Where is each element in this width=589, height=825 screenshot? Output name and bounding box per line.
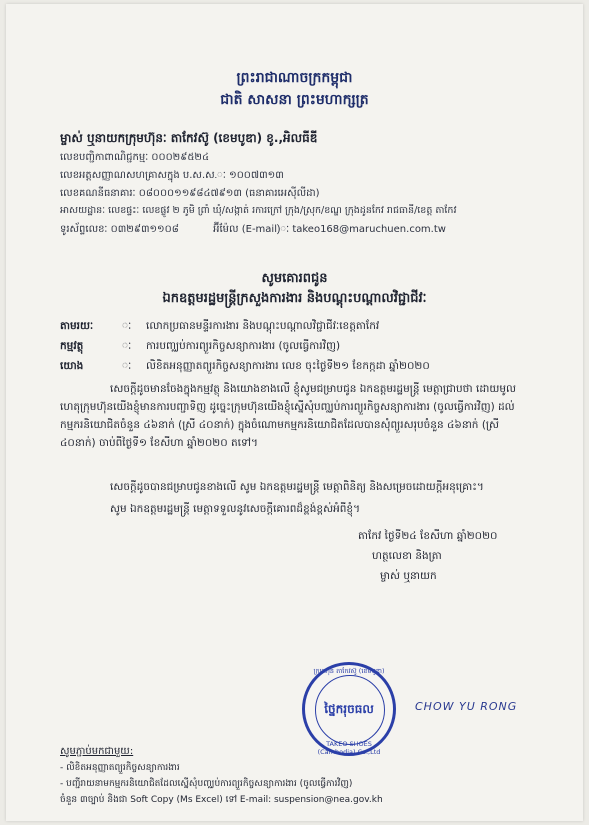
ref-subject-text: ការបញ្ឈប់ការព្យួរកិច្ចសន្យាការងារ (ចូលធ្វើការវិញ) — [146, 340, 341, 352]
ref-reference-label: យោង — [60, 360, 84, 372]
signature-title-1: ហត្ថលេខា និងត្រា — [372, 550, 442, 562]
sender-nssf-number: លេខអត្តសញ្ញាណសហគ្រាសក្នុង ប.ស.ស.ៈ ១០០៧៣១៣ — [60, 170, 284, 181]
attachments-title: សូមភ្ជាប់មកជាមួយ: — [60, 746, 134, 757]
ref-subject: កម្មវត្ថុ ៈ ការបញ្ឈប់ការព្យួរកិច្ចសន្យាការងារ (ចូលធ្វើការវិញ) — [60, 340, 340, 355]
company-stamp — [302, 662, 396, 756]
stamp-center-text: ថ្នៃករុចធល — [324, 702, 374, 716]
sender-address: អាសយដ្ឋានៈ លេខផ្ទះៈ លេខផ្លូវ ២ ភូមិ ព្រាំ ឃុំ/សង្កាត់ រការក្រៅ ក្រុង/ស្រុក/ខណ្ឌ ក្រុងដូនកែវ រាជធានី/ខេត្ត តាកែវ — [60, 205, 457, 216]
sender-bank-account: លេខគណនីធនាគារៈ ០៨០០០១១៩៨៤៧៩១៣ (ធនាគារអេស៊ីលីដា) — [60, 188, 320, 199]
ref-via-text: លោកប្រធានមន្ទីរការងារ និងបណ្តុះបណ្តាលវិជ្ជាជីវៈខេត្តតាកែវ — [146, 320, 380, 332]
ref-reference: យោង ៈ លិខិតអនុញ្ញាតព្យួរកិច្ចសន្យាការងារ លេខ ចុះថ្ងៃទី២១ ខែកក្កដា ឆ្នាំ២០២០ — [60, 360, 430, 375]
sender-phone: ទូរស័ព្ទលេខៈ ០៣២៩៣១១០៨ — [60, 224, 179, 235]
ref-via-label: តាមរយៈ — [60, 320, 94, 332]
stamp-bottom-text: TAKEO SHOES (Cambodia) Co.,Ltd — [317, 740, 381, 756]
body-paragraph-1: សេចក្តីដូចមានចែងក្នុងកម្មវត្ថុ និងយោងខាងលើ ខ្ញុំសូមជម្រាបជូន ឯកឧត្តមរដ្ឋមន្ត្រី មេត្តាជ្រាបថា ដោយមូលហេតុក្រុមហ៊ុនយើងខ្ញុំមានការបញ្ជាទិញ ដូច្នេះក្រុមហ៊ុនយើងខ្ញុំស្នើសុំបញ្ឈប់ការព្យួរកិច្ចសន្យាការងារ (ចូលធ្វើការវិញ) ដល់កម្មករនិយោជិតចំនួន ៤៦នាក់ (ស្រី ៤០នាក់) ក្នុងចំណោមកម្មករនិយោជិតដែលបានសុំព្យួរសរុបចំនួន ៤៦នាក់ (ស្រី ៤០នាក់) ចាប់ពីថ្ងៃទី១ ខែសីហា ឆ្នាំ២០២០ តទៅ។ — [60, 383, 516, 449]
attachment-item-1: - លិខិតអនុញ្ញាតព្យួរកិច្ចសន្យាការងារ — [60, 763, 180, 773]
sender-company-name: ម្ចាស់ ឬនាយកក្រុមហ៊ុនៈ តាកែវស៊ូ (ខេមបូឌា) ខូ.,អិលធីឌី — [60, 131, 318, 145]
sender-registration: លេខបញ្ជិកាពាណិជ្ជកម្មៈ ០០០២៩៥២៤ — [60, 152, 210, 163]
body-paragraph-2: សេចក្តីដូចបានជម្រាបជូនខាងលើ សូម ឯកឧត្តមរដ្ឋមន្ត្រី មេត្តាពិនិត្យ និងសម្រេចដោយក្តីអនុគ្រោះ។ — [110, 481, 484, 493]
attachment-item-2: - បញ្ជីរាយនាមកម្មករនិយោជិតដែលស្នើសុំបញ្ឈប់ការព្យួរកិច្ចសន្យាការងារ (ចូលធ្វើការវិញ) — [60, 779, 353, 789]
attachment-item-3: ចំនួន ៣ច្បាប់ និងជា Soft Copy (Ms Excel) ទៅ E-mail: suspension@nea.gov.kh — [60, 795, 383, 805]
recipient-title: ឯកឧត្តមរដ្ឋមន្ត្រីក្រសួងការងារ និងបណ្តុះបណ្តាលវិជ្ជាជីវៈ — [162, 291, 427, 306]
sender-email-label: អ៊ីម៉ែល (E-mail)ៈ — [213, 224, 290, 235]
body-paragraph-3: សូម ឯកឧត្តមរដ្ឋមន្ត្រី មេត្តាទទួលនូវសេចក្តីគោរពដ៏ខ្ពង់ខ្ពស់អំពីខ្ញុំ។ — [110, 503, 361, 515]
sender-contact-line — [60, 222, 446, 237]
ref-reference-text: លិខិតអនុញ្ញាតព្យួរកិច្ចសន្យាការងារ លេខ ចុះថ្ងៃទី២១ ខែកក្កដា ឆ្នាំ២០២០ — [146, 360, 430, 372]
stamp-top-text: ក្រុមហ៊ុន តាកែវស៊ូ (ខេមបូឌា) — [313, 667, 385, 675]
signature-date: តាកែវ ថ្ងៃទី២៤ ខែសីហា ឆ្នាំ២០២០ — [358, 530, 498, 542]
motto-heading: ជាតិ សាសនា ព្រះមហាក្សត្រ — [220, 92, 369, 108]
sender-email[interactable]: takeo168@maruchuen.com.tw — [292, 224, 446, 235]
kingdom-heading: ព្រះរាជាណាចក្រកម្ពុជា — [236, 70, 353, 86]
handwritten-signature: CHOW YU RONG — [415, 700, 518, 713]
salutation: សូមគោរពជូន — [261, 271, 328, 286]
ref-via: តាមរយៈ ៈ លោកប្រធានមន្ទីរការងារ និងបណ្តុះបណ្តាលវិជ្ជាជីវៈខេត្តតាកែវ — [60, 320, 379, 335]
ref-subject-label: កម្មវត្ថុ — [60, 340, 84, 352]
signature-title-2: ម្ចាស់ ឬនាយក — [380, 570, 437, 582]
